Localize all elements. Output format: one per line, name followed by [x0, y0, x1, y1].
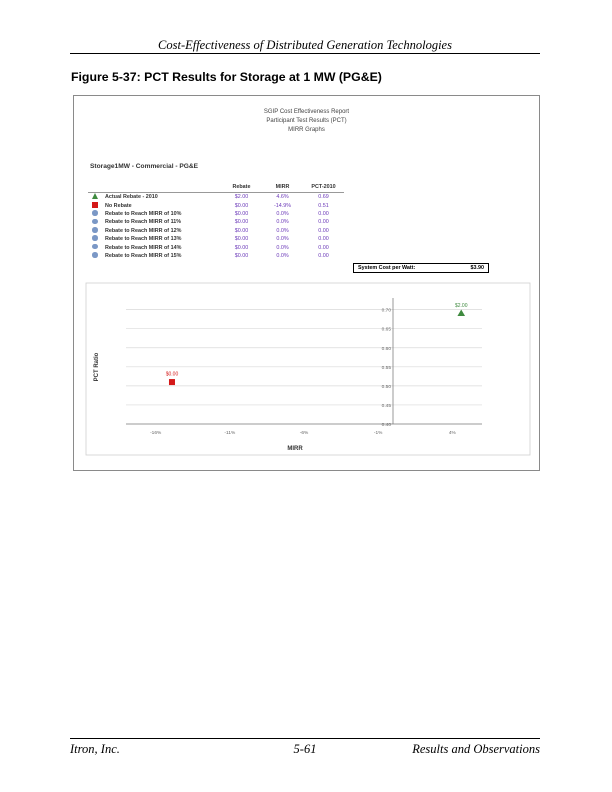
table-header-mirr: MIRR: [262, 182, 303, 193]
row-label: Rebate to Reach MIRR of 13%: [105, 236, 182, 243]
row-label: Rebate to Reach MIRR of 10%: [105, 210, 182, 217]
y-tick-label: 0.40: [381, 423, 391, 428]
x-tick-label: -11%: [224, 431, 236, 436]
row-mirr: 0.0%: [276, 244, 289, 251]
footer-rule: [70, 738, 540, 739]
footer-section: Results and Observations: [412, 742, 540, 756]
y-tick-label: 0.45: [381, 403, 391, 409]
point-label: $2.00: [454, 302, 468, 309]
row-pct: 0.00: [318, 210, 329, 217]
x-tick-label: -1%: [373, 431, 383, 436]
row-mirr: 0.0%: [276, 219, 289, 226]
row-mirr: 4.6%: [276, 194, 289, 201]
y-tick-label: 0.55: [381, 365, 391, 371]
y-tick-label: 0.60: [381, 346, 391, 352]
chart-gridlines: [126, 310, 482, 424]
triangle-point: [457, 309, 465, 316]
footer-page-number: 5-61: [293, 742, 317, 756]
x-tick-label: -16%: [150, 431, 162, 436]
point-label: $0.00: [165, 371, 179, 378]
row-label: Rebate to Reach MIRR of 14%: [105, 244, 182, 251]
y-axis-title: PCT Ratio: [94, 352, 100, 382]
table-header-pct: PCT-2010: [303, 182, 344, 193]
row-rebate: $0.00: [234, 219, 249, 226]
y-tick-label: 0.50: [381, 384, 391, 390]
report-title: SGIP Cost Effectiveness Report: [263, 109, 350, 115]
row-rebate: $0.00: [234, 202, 249, 209]
y-tick-label: 0.65: [381, 327, 391, 333]
x-axis-title: MIRR: [287, 446, 303, 452]
header-rule: [70, 53, 540, 54]
system-cost-label: System Cost per Watt:: [358, 265, 416, 271]
footer-company: Itron, Inc.: [70, 742, 120, 756]
running-header: Cost-Effectiveness of Distributed Generation Technologies: [158, 38, 452, 52]
figure-caption: Figure 5-37: PCT Results for Storage at 1 MW (PG&E): [71, 70, 382, 84]
x-tick-label: -6%: [299, 431, 309, 436]
row-rebate: $2.00: [234, 194, 249, 201]
chart-points: [166, 303, 468, 385]
report-graph-type: MIRR Graphs: [288, 126, 325, 133]
row-rebate: $0.00: [234, 210, 249, 217]
chart-tick-labels: [150, 308, 456, 436]
row-mirr: 0.0%: [276, 210, 289, 217]
scenario-title: Storage1MW - Commercial - PG&E: [90, 163, 199, 170]
row-label: Rebate to Reach MIRR of 15%: [105, 252, 182, 259]
row-rebate: $0.00: [234, 244, 249, 251]
row-rebate: $0.00: [234, 227, 249, 234]
figure-frame: [73, 95, 540, 471]
report-subtitle: Participant Test Results (PCT): [266, 117, 347, 124]
y-tick-label: 0.70: [381, 308, 391, 314]
row-label: No Rebate: [105, 202, 132, 209]
row-label: Rebate to Reach MIRR of 12%: [105, 227, 182, 234]
row-label: Rebate to Reach MIRR of 11%: [105, 219, 182, 226]
row-mirr: -14.9%: [273, 202, 292, 209]
row-pct: 0.69: [318, 194, 329, 201]
row-mirr: 0.0%: [276, 227, 289, 234]
row-mirr: 0.0%: [276, 252, 289, 259]
square-point: [169, 379, 175, 385]
row-pct: 0.00: [318, 236, 329, 243]
row-mirr: 0.0%: [276, 236, 289, 243]
mirr-scatter-chart: [74, 96, 541, 472]
table-header-rebate: Rebate: [221, 182, 262, 193]
row-rebate: $0.00: [234, 236, 249, 243]
row-pct: 0.51: [318, 202, 329, 209]
x-tick-label: 4%: [448, 431, 456, 436]
row-rebate: $0.00: [234, 252, 249, 259]
row-pct: 0.00: [318, 244, 329, 251]
row-pct: 0.00: [318, 227, 329, 234]
system-cost-value: $3.90: [470, 265, 484, 271]
row-label: Actual Rebate - 2010: [105, 194, 158, 201]
row-pct: 0.00: [318, 252, 329, 259]
row-pct: 0.00: [318, 219, 329, 226]
